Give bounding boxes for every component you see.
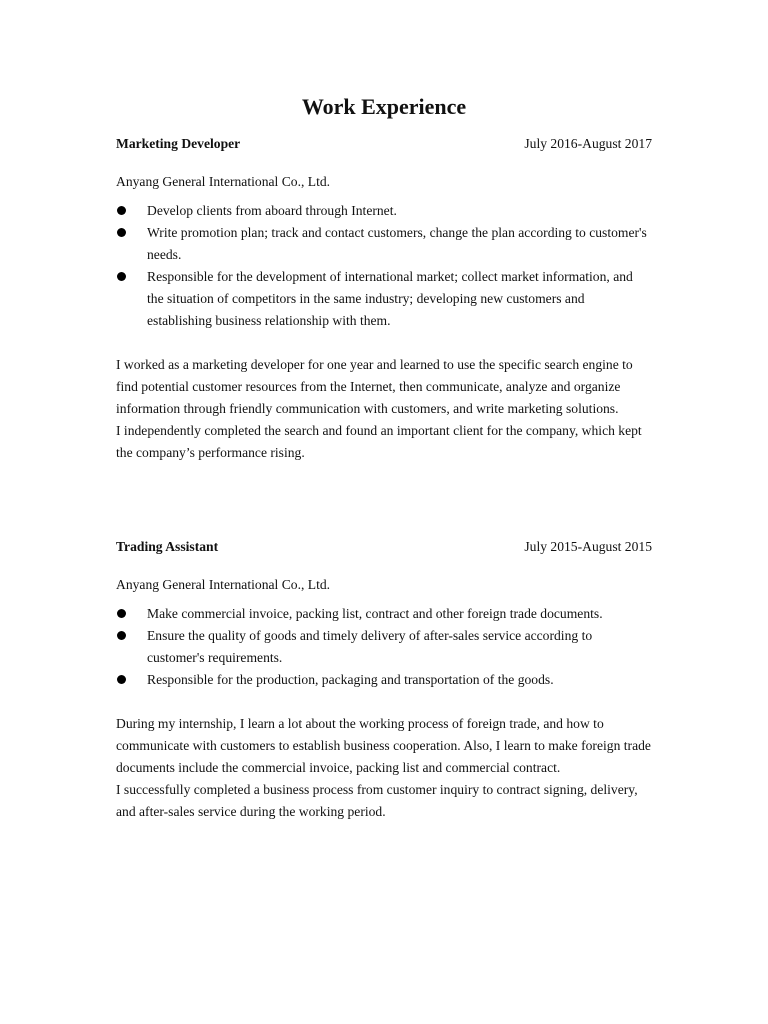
job-section-trading-assistant (116, 536, 656, 823)
company-name: Anyang General International Co., Ltd. (116, 577, 331, 592)
job-header (116, 133, 656, 155)
job-summary (116, 354, 656, 464)
list-item-text: Make commercial invoice, packing list, contract and other foreign trade documents. (147, 606, 603, 621)
job-section-marketing-developer (116, 133, 656, 464)
job-dates: July 2016-August 2017 (524, 136, 652, 151)
summary-paragraph: I successfully completed a business process from customer inquiry to contract signing, delivery, and after-sales service during the working period. (116, 782, 638, 819)
responsibility-list (116, 200, 656, 332)
job-title: Trading Assistant (116, 539, 219, 554)
page-title: Work Experience (301, 94, 467, 119)
bullet-dot-icon (117, 228, 126, 237)
bullet-dot-icon (117, 609, 126, 618)
list-item-text: Develop clients from aboard through Internet. (147, 203, 397, 218)
list-item (116, 625, 656, 669)
list-item (116, 669, 656, 691)
job-title: Marketing Developer (116, 136, 241, 151)
list-item (116, 200, 656, 222)
list-item (116, 266, 656, 332)
summary-paragraph: I worked as a marketing developer for one year and learned to use the specific search engine to find potential customer resources from the Internet, then communicate, analyze and organize information through friendly communication with customers, and write marketing solutions. (116, 357, 633, 416)
job-header (116, 536, 656, 558)
list-item (116, 222, 656, 266)
bullet-dot-icon (117, 206, 126, 215)
list-item (116, 603, 656, 625)
job-dates: July 2015-August 2015 (524, 539, 652, 554)
company-name: Anyang General International Co., Ltd. (116, 174, 331, 189)
list-item-text: Responsible for the development of international market; collect market information, and the situation of competitors in the same industry; developing new customers and establishing business relationship with them. (147, 269, 633, 328)
list-item-text: Ensure the quality of goods and timely delivery of after-sales service according to customer's requirements. (147, 628, 593, 665)
bullet-dot-icon (117, 675, 126, 684)
job-summary (116, 713, 656, 823)
bullet-dot-icon (117, 631, 126, 640)
summary-paragraph: During my internship, I learn a lot about the working process of foreign trade, and how to communicate with customers to establish business cooperation. Also, I learn to make foreign trade documents include the commercial invoice, packing list and commercial contract. (116, 716, 651, 775)
list-item-text: Responsible for the production, packaging and transportation of the goods. (147, 672, 554, 687)
bullet-dot-icon (117, 272, 126, 281)
summary-paragraph: I independently completed the search and found an important client for the company, which kept the company’s performance rising. (116, 423, 642, 460)
responsibility-list (116, 603, 656, 691)
list-item-text: Write promotion plan; track and contact customers, change the plan according to customer's needs. (147, 225, 647, 262)
